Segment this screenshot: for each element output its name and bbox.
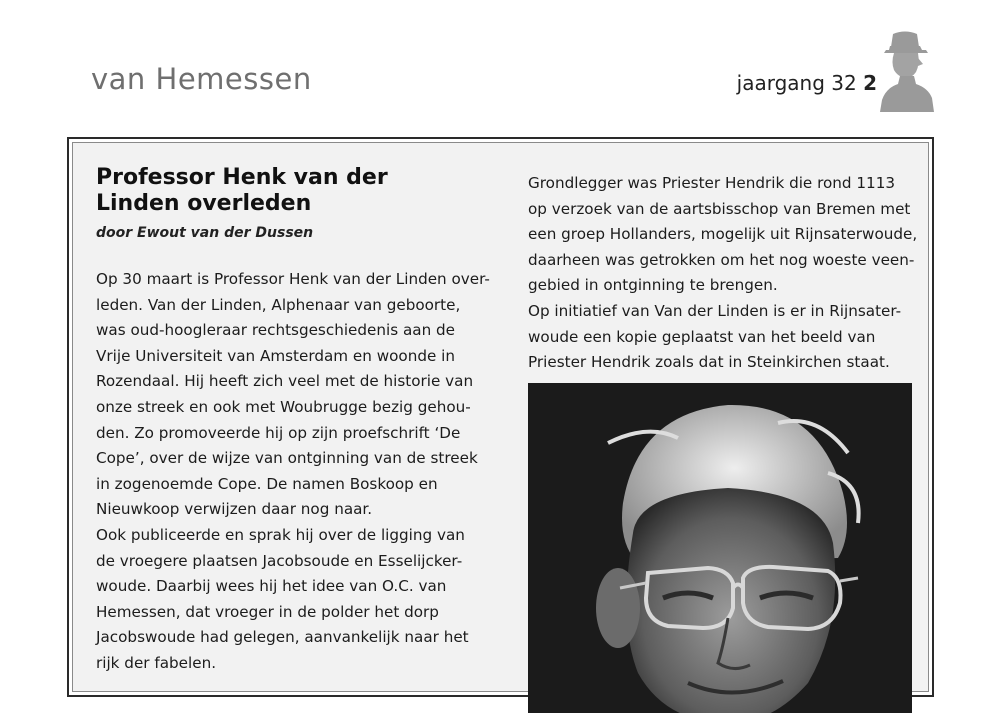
- text-line: Nieuwkoop verwijzen daar nog naar.: [96, 500, 373, 519]
- text-line: Hemessen, dat vroeger in de polder het dorp: [96, 602, 439, 621]
- text-line: Ook publiceerde en sprak hij over de ligging van: [96, 525, 465, 544]
- left-body-text: [96, 267, 490, 677]
- text-line: op verzoek van de aartsbisschop van Bremen met: [528, 199, 911, 218]
- text-line: daarheen was getrokken om het nog woeste veen-: [528, 250, 915, 269]
- text-line: leden. Van der Linden, Alphenaar van geboorte,: [96, 295, 461, 314]
- article-frame: [67, 137, 934, 697]
- text-line: een groep Hollanders, mogelijk uit Rijnsaterwoude,: [528, 225, 918, 244]
- issue-label: jaargang 32: [736, 71, 857, 95]
- text-line: de vroegere plaatsen Jacobsoude en Esselijcker-: [96, 551, 463, 570]
- right-column: [528, 171, 918, 376]
- page-number: 2: [863, 71, 877, 95]
- portrait-photo: [528, 383, 912, 713]
- text-line: Priester Hendrik zoals dat in Steinkirchen staat.: [528, 353, 890, 372]
- text-line: Vrije Universiteit van Amsterdam en woonde in: [96, 346, 455, 365]
- text-line: Op initiatief van Van der Linden is er in Rijnsater-: [528, 301, 902, 320]
- text-line: Jacobswoude had gelegen, aanvankelijk naar het: [96, 628, 469, 647]
- article-byline: door Ewout van der Dussen: [96, 225, 314, 241]
- article-panel: [72, 142, 929, 692]
- text-line: Grondlegger was Priester Hendrik die rond 1113: [528, 174, 896, 192]
- text-line: woude een kopie geplaatst van het beeld van: [528, 327, 876, 346]
- publication-title: van Hemessen: [91, 62, 312, 96]
- text-line: Rozendaal. Hij heeft zich veel met de historie van: [96, 372, 474, 391]
- text-line: woude. Daarbij wees hij het idee van O.C. van: [96, 577, 447, 596]
- right-body-text: [528, 171, 918, 376]
- text-line: Op 30 maart is Professor Henk van der Linden over-: [96, 270, 490, 288]
- text-line: in zogenoemde Cope. De namen Boskoop en: [96, 474, 438, 493]
- text-line: gebied in ontginning te brengen.: [528, 276, 778, 295]
- text-line: den. Zo promoveerde hij op zijn proefschrift ‘De: [96, 423, 461, 442]
- left-column: [96, 165, 490, 677]
- portrait-illustration: [528, 383, 912, 713]
- text-line: Cope’, over de wijze van ontginning van de streek: [96, 449, 478, 468]
- text-line: was oud-hoogleraar rechtsgeschiedenis aan de: [96, 321, 456, 340]
- text-line: rijk der fabelen.: [96, 653, 217, 672]
- text-line: onze streek en ook met Woubrugge bezig gehou-: [96, 397, 471, 416]
- issue-info: [737, 71, 877, 95]
- hat-man-silhouette-logo: [876, 28, 934, 112]
- article-title: Professor Henk van der Linden overleden: [96, 165, 388, 216]
